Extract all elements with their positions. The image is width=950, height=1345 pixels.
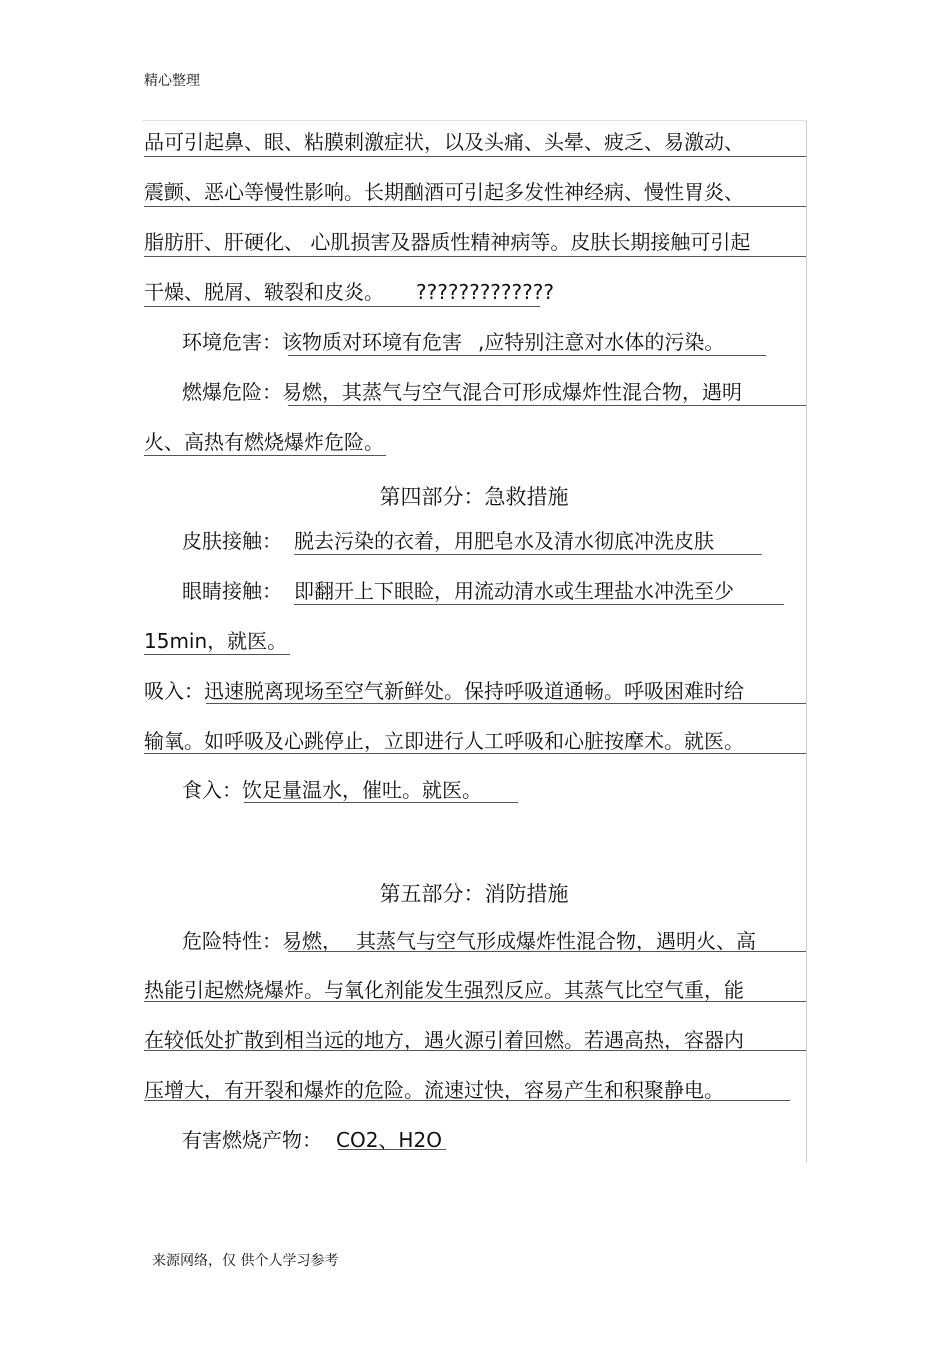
text-segment: 干燥、脱屑、皲裂和皮炎。 — [144, 280, 384, 304]
text-line — [182, 778, 482, 802]
field-value: 易燃，其蒸气与空气混合可形成爆炸性混合物，遇明 — [282, 380, 742, 404]
underline — [144, 1001, 806, 1002]
underline — [144, 156, 806, 157]
field-label: 环境危害： — [182, 330, 282, 354]
section-title: 第五部分：消防措施 — [379, 882, 569, 906]
text-line: 火、高热有燃烧爆炸危险。 — [144, 430, 384, 454]
field-value: ,应特别注意对水体的污染。 — [478, 330, 725, 354]
underline — [294, 554, 762, 555]
text-line — [182, 929, 756, 953]
text-segment: ????????????? — [416, 280, 554, 304]
underline — [294, 604, 784, 605]
field-label: 眼睛接触： — [182, 579, 282, 603]
text-line: 在较低处扩散到相当远的地方，遇火源引着回燃。若遇高热，容器内 — [144, 1028, 744, 1052]
field-value: 迅速脱离现场至空气新鲜处。保持呼吸道通畅。呼吸困难时给 — [204, 679, 744, 703]
underline — [144, 753, 806, 754]
field-label: 燃爆危险： — [182, 380, 282, 404]
text-line — [144, 280, 554, 304]
underline — [144, 306, 540, 307]
underline — [288, 951, 806, 952]
page-footer: 来源网络，仅 供个人学习参考 — [152, 1253, 339, 1269]
field-value: 饮足量温水，催吐。就医。 — [242, 778, 482, 802]
text-line: 震颤、恶心等慢性影响。长期酗酒可引起多发性神经病、慢性胃炎、 — [144, 180, 744, 204]
underline — [244, 802, 518, 803]
text-line: 热能引起燃烧爆炸。与氧化剂能发生强烈反应。其蒸气比空气重，能 — [144, 978, 744, 1002]
field-label: 有害燃烧产物： — [182, 1128, 322, 1152]
underline — [144, 256, 806, 257]
field-value: 其蒸气与空气形成爆炸性混合物，遇明火、高 — [356, 929, 756, 953]
field-label: 危险特性： — [182, 929, 282, 953]
text-line — [182, 579, 734, 603]
field-value: 即翻开上下眼睑，用流动清水或生理盐水冲洗至少 — [294, 579, 734, 603]
text-line: 15min，就医。 — [144, 629, 288, 653]
text-line — [182, 529, 714, 553]
field-value: CO2、H2O — [336, 1128, 442, 1152]
underline — [338, 1149, 446, 1150]
field-value: 该物质对环境有危害 — [282, 330, 462, 354]
field-label: 皮肤接触： — [182, 529, 282, 553]
underline — [144, 455, 386, 456]
text-line: 输氧。如呼吸及心跳停止，立即进行人工呼吸和心脏按摩术。就医。 — [144, 729, 744, 753]
text-line: 脂肪肝、肝硬化、 心肌损害及器质性精神病等。皮肤长期接触可引起 — [144, 230, 751, 254]
text-line — [144, 679, 744, 703]
field-value: 易燃， — [282, 929, 342, 953]
underline — [144, 1050, 806, 1051]
text-line — [182, 330, 724, 354]
text-line: 品可引起鼻、眼、粘膜刺激症状，以及头痛、头晕、疲乏、易激动、 — [144, 130, 744, 154]
page-header: 精心整理 — [144, 73, 200, 89]
text-line — [182, 380, 742, 404]
underline — [144, 654, 290, 655]
field-label: 吸入： — [144, 679, 204, 703]
section-title: 第四部分：急救措施 — [379, 485, 569, 509]
underline — [288, 405, 806, 406]
text-line: 压增大，有开裂和爆炸的危险。流速过快，容易产生和积聚静电。 — [144, 1078, 724, 1102]
field-value: 脱去污染的衣着，用肥皂水及清水彻底冲洗皮肤 — [294, 529, 714, 553]
underline — [144, 206, 806, 207]
underline — [144, 1100, 790, 1101]
underline — [206, 703, 806, 704]
underline — [288, 355, 766, 356]
field-label: 食入： — [182, 778, 242, 802]
